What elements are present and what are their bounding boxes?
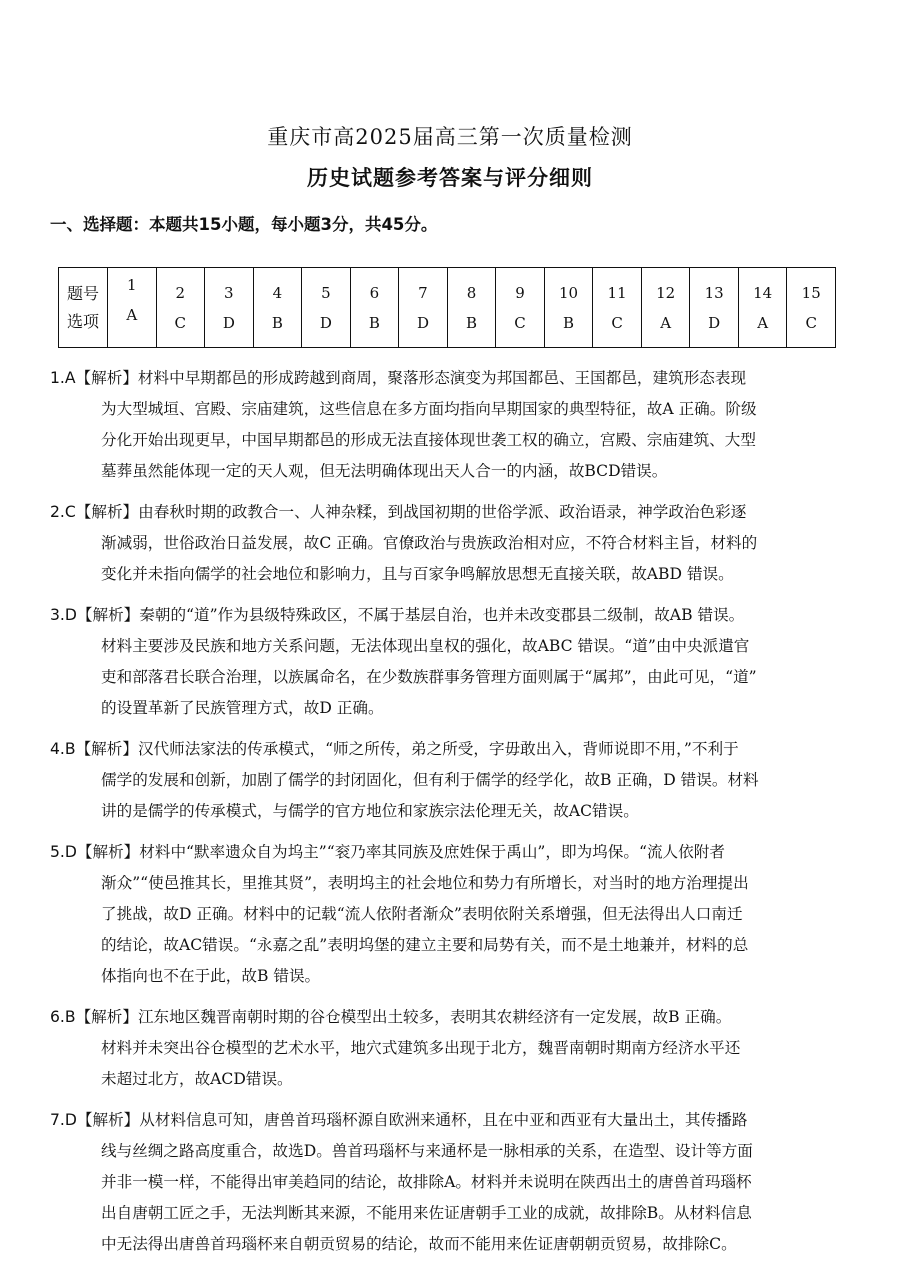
answer-option: A — [757, 313, 769, 332]
explanation-item — [50, 363, 850, 487]
explanation-line: 体指向也不在于此，故B 错误。 — [101, 967, 321, 985]
explanation-line: 秦朝的“道”作为县级特殊政区，不属于基层自治，也并未改变郡县二级制，故AB 错误。 — [139, 606, 745, 624]
answer-cell — [496, 268, 545, 348]
answer-cell — [205, 268, 254, 348]
explanation-line: 材料主要涉及民族和地方关系问题，无法体现出皇权的强化，故ABC 错误。“道”由中央派遣官 — [101, 637, 750, 655]
explanation-line: 了挑战，故D 正确。材料中的记载“流人依附者渐众”表明依附关系增强，但无法得出人口南迁 — [101, 905, 743, 923]
explanation-label: 6.B【解析】 — [50, 1008, 138, 1026]
row-header-cell — [59, 268, 108, 348]
explanation-label: 3.D【解析】 — [50, 606, 140, 624]
question-number: 5 — [321, 283, 331, 302]
explanation-label: 1.A【解析】 — [50, 369, 138, 387]
explanation-line: 为大型城垣、宫殿、宗庙建筑，这些信息在多方面均指向早期国家的典型特征，故A 正确。阶级 — [101, 400, 757, 418]
answer-cell — [690, 268, 739, 348]
explanation-item — [50, 734, 850, 827]
explanation-line: 讲的是儒学的传承模式，与儒学的官方地位和家族宗法伦理无关，故AC错误。 — [101, 802, 639, 820]
answer-option: A — [660, 313, 672, 332]
explanation-line: 渐减弱，世俗政治日益发展，故C 正确。官僚政治与贵族政治相对应，不符合材料主旨，材料的 — [101, 534, 758, 552]
answer-cell — [350, 268, 399, 348]
row-header-number: 题号 — [66, 283, 99, 303]
answer-option: B — [563, 313, 575, 332]
explanation-line: 墓葬虽然能体现一定的天人观，但无法明确体现出天人合一的内涵，故BCD错误。 — [101, 462, 668, 480]
answer-table — [58, 267, 836, 348]
explanation-item — [50, 837, 850, 992]
question-number: 9 — [515, 283, 525, 302]
explanation-line: 吏和部落君长联合治理，以族属命名，在少数族群事务管理方面则属于“属邦”，由此可见，“道” — [101, 668, 757, 686]
explanation-line: 线与丝绸之路高度重合，故选D。兽首玛瑙杯与来通杯是一脉相承的关系，在造型、设计等方面 — [101, 1142, 753, 1160]
question-number: 14 — [753, 283, 773, 302]
question-number: 11 — [607, 283, 627, 302]
section-heading: 一、选择题：本题共15小题，每小题3分，共45分。 — [50, 215, 438, 234]
answer-option: C — [514, 313, 526, 332]
explanation-line: 由春秋时期的政教合一、人神杂糅，到战国初期的世俗学派、政治语录，神学政治色彩逐 — [138, 503, 747, 521]
question-number: 12 — [656, 283, 676, 302]
explanation-line: 的设置革新了民族管理方式，故D 正确。 — [101, 699, 384, 717]
question-number: 4 — [272, 283, 283, 302]
explanation-line: 未超过北方，故ACD错误。 — [101, 1070, 293, 1088]
answer-option: A — [126, 306, 138, 324]
explanation-line: 分化开始出现更早，中国早期都邑的形成无法直接体现世袭工权的确立，宫殿、宗庙建筑、大型 — [101, 431, 756, 449]
answer-option: C — [174, 313, 187, 332]
explanation-item — [50, 1105, 850, 1260]
answer-option: B — [465, 313, 477, 332]
answer-option: C — [611, 313, 623, 332]
question-number: 15 — [801, 283, 821, 302]
document-subtitle: 历史试题参考答案与评分细则 — [307, 166, 593, 190]
answer-cell — [544, 268, 593, 348]
explanation-item — [50, 1002, 850, 1095]
explanation-item — [50, 600, 850, 724]
answer-cell — [593, 268, 642, 348]
answer-cell — [108, 268, 157, 348]
explanation-label: 7.D【解析】 — [50, 1111, 140, 1129]
explanation-label: 2.C【解析】 — [50, 503, 139, 521]
document-title: 重庆市高2025届高三第一次质量检测 — [267, 125, 633, 149]
explanation-line: 并非一模一样，不能得出审美趋同的结论，故排除A。材料并未说明在陕西出土的唐兽首玛瑙杯 — [101, 1173, 752, 1191]
question-number: 10 — [559, 283, 579, 302]
explanation-label: 5.D【解析】 — [50, 843, 140, 861]
explanation-line: 变化并未指向儒学的社会地位和影响力，且与百家争鸣解放思想无直接关联，故ABD 错误。 — [101, 565, 734, 583]
answer-option: D — [416, 313, 429, 332]
answer-option: D — [708, 313, 721, 332]
answer-cell — [787, 268, 836, 348]
question-number: 3 — [224, 283, 234, 302]
explanation-line: 出自唐朝工匠之手，无法判断其来源，不能用来佐证唐朝手工业的成就，故排除B。从材料信息 — [101, 1204, 752, 1222]
question-number: 6 — [369, 283, 380, 302]
answer-cell — [156, 268, 205, 348]
explanation-line: 江东地区魏晋南朝时期的谷仓模型出土较多，表明其农耕经济有一定发展，故B 正确。 — [137, 1008, 732, 1026]
answer-cell — [738, 268, 787, 348]
question-number: 2 — [175, 283, 186, 302]
explanation-line: 材料中早期都邑的形成跨越到商周，聚落形态演变为邦国都邑、王国都邑，建筑形态表现 — [137, 369, 747, 387]
explanation-line: 材料中“默率遗众自为坞主”“衮乃率其同族及庶姓保于禹山”，即为坞保。“流人依附者 — [139, 843, 725, 861]
answer-cell — [302, 268, 351, 348]
question-number: 1 — [126, 276, 137, 294]
explanation-line: 中无法得出唐兽首玛瑙杯来自朝贡贸易的结论，故而不能用来佐证唐朝朝贡贸易，故排除C。 — [101, 1235, 737, 1253]
question-number: 8 — [466, 283, 477, 302]
explanation-line: 材料并未突出谷仓模型的艺术水平，地穴式建筑多出现于北方，魏晋南朝时期南方经济水平还 — [101, 1039, 741, 1057]
answer-option: B — [368, 313, 380, 332]
question-number: 13 — [704, 283, 724, 302]
row-header-option: 选项 — [66, 311, 99, 331]
explanation-line: 渐众”“使邑推其长，里推其贤”，表明坞主的社会地位和势力有所增长，对当时的地方治理提出 — [101, 874, 749, 892]
explanation-line: 的结论，故AC错误。“永嘉之乱”表明坞堡的建立主要和局势有关，而不是土地兼并，材料的总 — [101, 936, 749, 954]
explanation-label: 4.B【解析】 — [50, 740, 138, 758]
answer-option: B — [271, 313, 283, 332]
answer-cell — [641, 268, 690, 348]
answer-option: D — [222, 313, 235, 332]
answer-cell — [399, 268, 448, 348]
answer-cell — [253, 268, 302, 348]
explanation-line: 儒学的发展和创新，加剧了儒学的封闭固化，但有利于儒学的经学化，故B 正确，D 错误。材料 — [101, 771, 759, 789]
explanation-line: 从材料信息可知，唐兽首玛瑙杯源自欧洲来通杯，且在中亚和西亚有大量出土，其传播路 — [139, 1111, 748, 1129]
question-number: 7 — [418, 283, 428, 302]
answer-cell — [447, 268, 496, 348]
answer-option: C — [805, 313, 817, 332]
answer-option: D — [319, 313, 332, 332]
explanations-list — [50, 363, 850, 1270]
explanation-item — [50, 497, 850, 590]
explanation-line: 汉代师法家法的传承模式，“师之所传，弟之所受，字毋敢出入，背师说即不用，”不利于 — [137, 740, 739, 758]
